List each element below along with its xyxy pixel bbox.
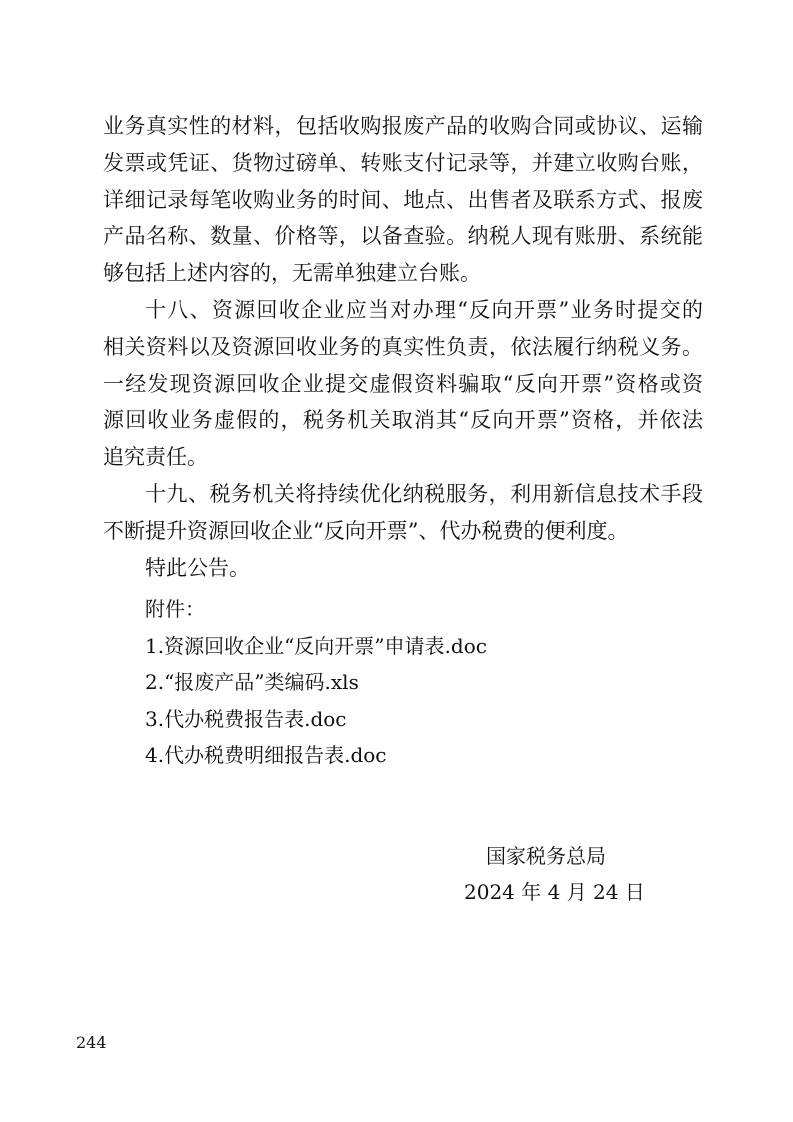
body-line: 详细记录每笔收购业务的时间、地点、出售者及联系方式、报废 (103, 187, 703, 212)
attachments-heading: 附件： (145, 597, 205, 621)
body-line: 追究责任。 (103, 445, 208, 470)
article-19-line: 十九、税务机关将持续优化纳税服务，利用新信息技术手段 (145, 481, 703, 506)
attachments-section (145, 591, 665, 774)
body-line: 不断提升资源回收企业“反向开票”、代办税费的便利度。 (103, 518, 629, 543)
page-number: 244 (76, 1033, 107, 1052)
body-line: 一经发现资源回收企业提交虚假资料骗取“反向开票”资格或资 (103, 371, 703, 396)
attachment-item: 1.资源回收企业“反向开票”申请表.doc (145, 633, 487, 658)
issue-date: 2024 年 4 月 24 日 (464, 880, 645, 904)
body-line: 业务真实性的材料，包括收购报废产品的收购合同或协议、运输 (103, 114, 703, 138)
attachment-item: 3.代办税费报告表.doc (145, 706, 347, 731)
announcement-body (103, 108, 703, 586)
signature-block (440, 838, 670, 910)
attachment-item: 2.“报废产品”类编码.xls (145, 670, 359, 694)
article-18-line: 十八、资源回收企业应当对办理“反向开票”业务时提交的 (145, 297, 703, 322)
attachment-item: 4.代办税费明细报告表.doc (145, 743, 387, 767)
body-line: 够包括上述内容的，无需单独建立台账。 (103, 261, 481, 286)
body-line: 源回收业务虚假的，税务机关取消其“反向开票”资格，并依法 (103, 408, 703, 433)
issuing-organization: 国家税务总局 (486, 844, 606, 868)
body-line: 产品名称、数量、价格等，以备查验。纳税人现有账册、系统能 (103, 224, 703, 249)
body-line: 相关资料以及资源回收业务的真实性负责，依法履行纳税义务。 (103, 334, 703, 359)
closing-line: 特此公告。 (145, 555, 250, 580)
body-line: 发票或凭证、货物过磅单、转账支付记录等，并建立收购台账， (103, 150, 703, 175)
